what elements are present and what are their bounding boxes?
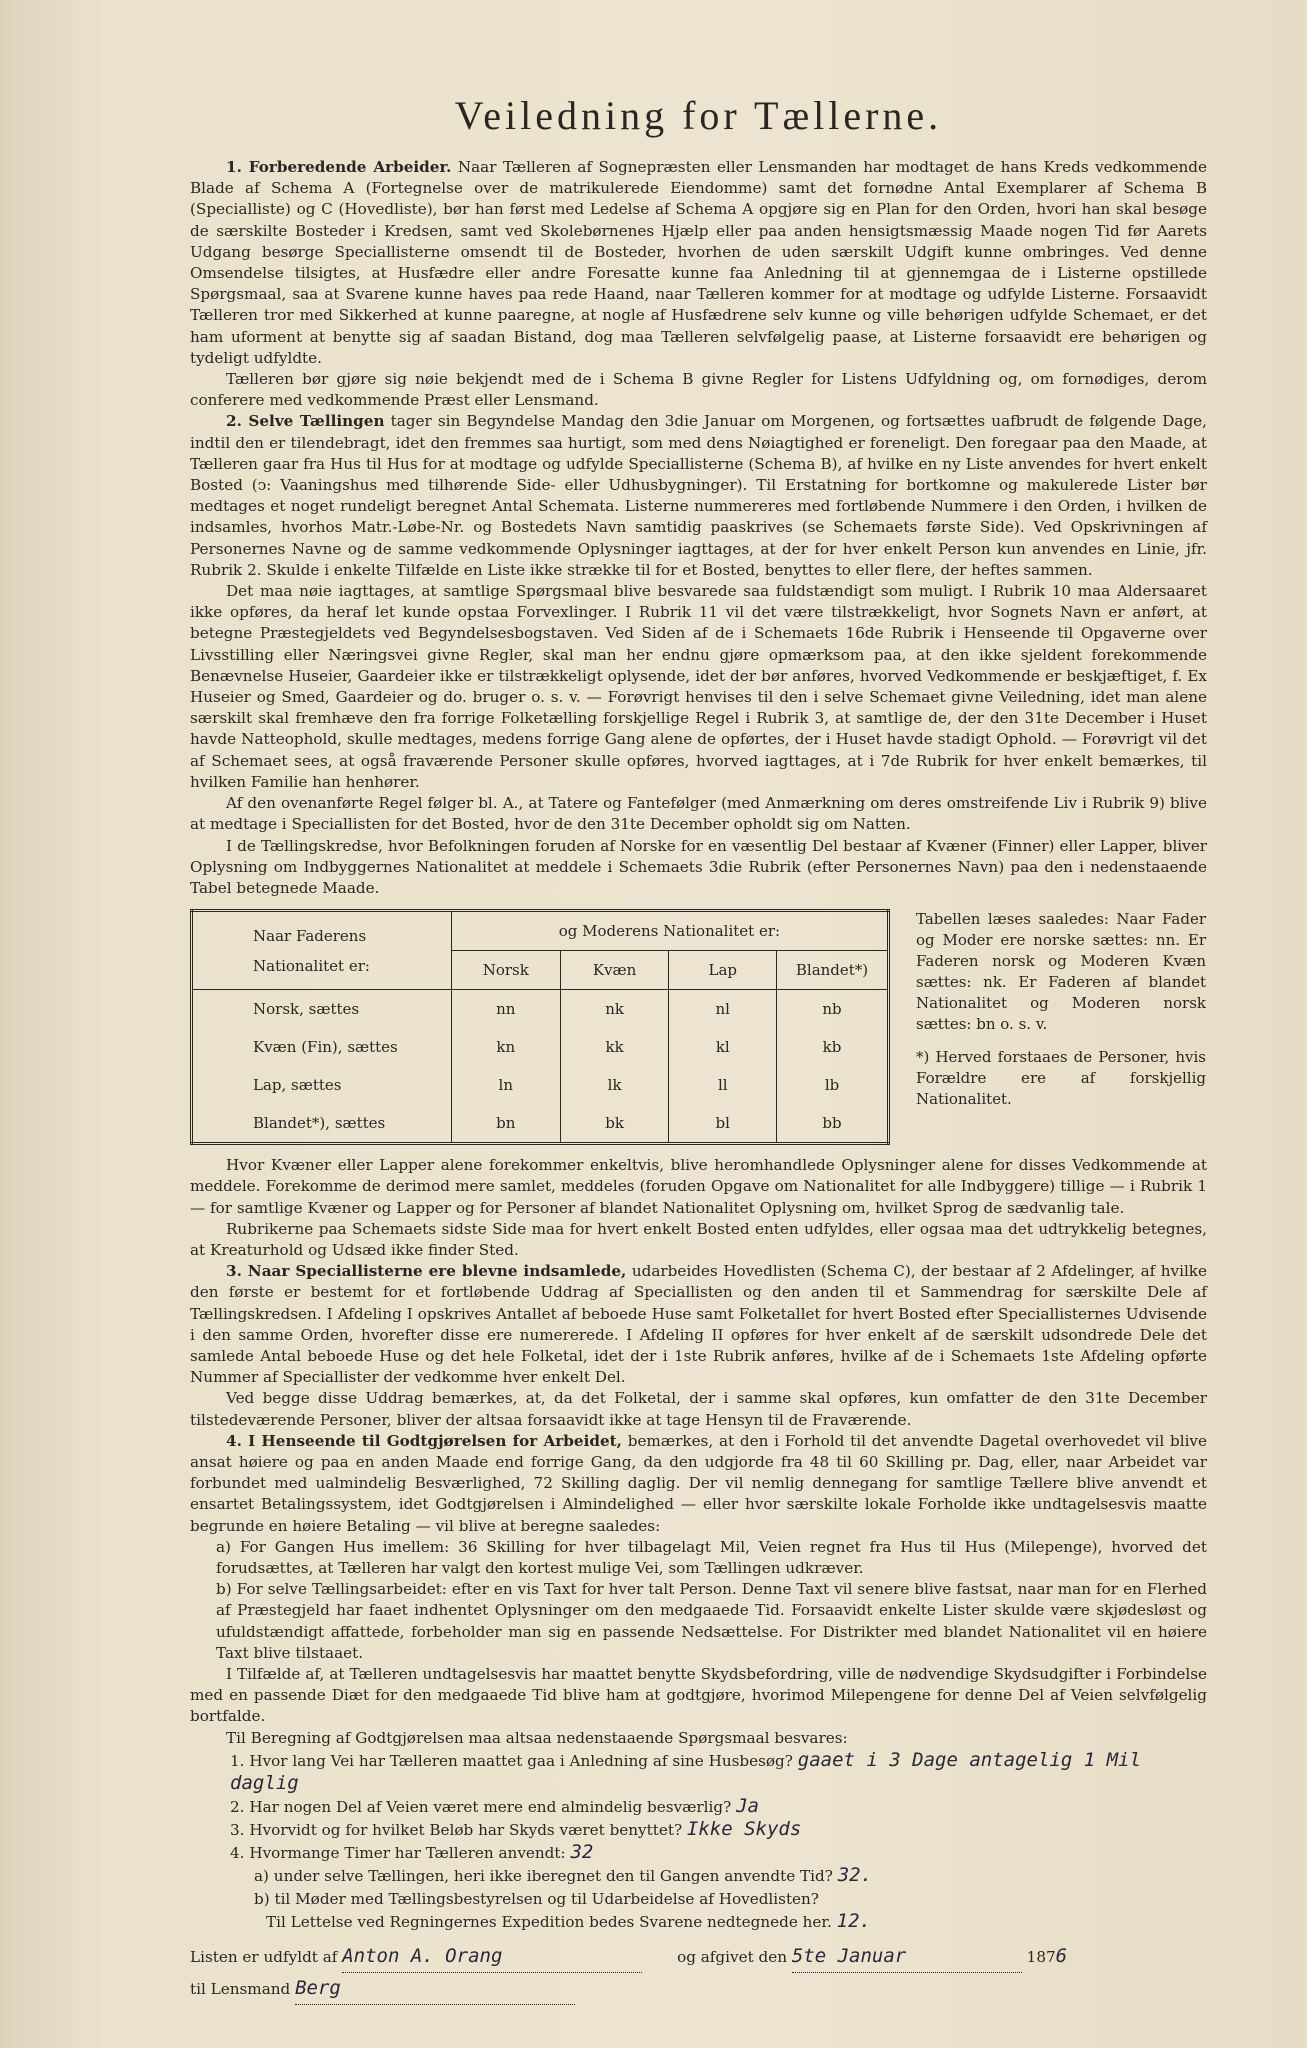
table-cell: ln bbox=[451, 1066, 560, 1104]
table-row bbox=[192, 1066, 889, 1104]
table-cell: kn bbox=[451, 1028, 560, 1066]
table-row-label: Blandet*), sættes bbox=[253, 1114, 386, 1133]
section-3-p2: Ved begge disse Uddrag bemærkes, at, da det Folketal, der i samme skal opføres, kun omfatter de den 31te December tilstedeværende Personer, bliver der altsaa forsaavidt ikke at tage Hensyn til de Fraværende. bbox=[190, 1389, 1207, 1429]
table-row-label: Norsk, sættes bbox=[253, 1000, 360, 1019]
table-row bbox=[192, 1104, 889, 1144]
table-note-footnote: *) Herved forstaaes de Personer, hvis Forældre ere af forskjellig Nationalitet. bbox=[916, 1048, 1206, 1109]
nationality-table-block bbox=[190, 909, 1207, 1145]
section-2-p2: Det maa nøie iagttages, at samtlige Spørgsmaal blive besvarede saa fuldstændigt som muligt. I Rubrik 10 maa Aldersaaret ikke opføres, da heraf let kunde opstaa Forvexlinger. I Rubrik 11 vil det være tilstrækkeligt, hvor Sognets Navn er anført, at betegne Præstegjeldets ved Begyndelsesbogstaven. Ved Siden af de i Schemaets 16de Rubrik i Henseende til Opgaverne over Livsstilling eller Næringsvei givne Regler, skal man her endnu gjøre opmærksom paa, at den ikke sjeldent forekommende Benævnelse Huseier, Gaardeier ikke er tilstrækkeligt oplysende, idet der bør anføres, hvorved Vedkommende er beskjæftiget, f. Ex Huseier og Smed, Gaardeier og do. bruger o. s. v. — Forøvrigt henvises til den i selve Schemaet givne Veiledning, idet man alene særskilt skal fremhæve den fra forrige Folketælling forskjellige Regel i Rubrik 3, at samtlige de, der den 31te December i Huset havde Natteophold, skulle medtages, medens forrige Gang alene de opførtes, der i Huset havde stadigt Ophold. — Forøvrigt vil det af Schemaet sees, at også fraværende Personer skulle opføres, hvorved iagttages, at i 7de Rubrik for hver enkelt bemærkes, til hvilken Familie han henhører. bbox=[190, 582, 1207, 791]
table-cell: nb bbox=[777, 990, 889, 1029]
table-col-header: Lap bbox=[669, 951, 777, 990]
signature-line: Listen er udfyldt af Anton A. Orang og afgivet den 5te Januar 1876 bbox=[190, 1941, 1207, 1973]
section-2-p1: 2. Selve Tællingen tager sin Begyndelse Mandag den 3die Januar om Morgenen, og fortsættes uafbrudt de følgende Dage, indtil den er tilendebragt, idet den fremmes saa hurtigt, som med dens Nøiagtighed er foreneligt. Den foregaar paa den Maade, at Tælleren gaar fra Hus til Hus for at modtage og udfylde Speciallisterne (Schema B), af hvilke en ny Liste anvendes for hvert enkelt Bosted (ↄ: Vaaningshus med tilhørende Side- eller Udhusbygninger). Til Erstatning for bortkomne og makulerede Lister bør medtages et noget rundeligt beregnet Antal Schemata. Listerne nummereres med fortløbende Nummere i den Orden, i hvilken de indsamles, hvorhos Matr.-Løbe-Nr. og Bostedets Navn samtidig paaskrives (se Schemaets første Side). Ved Opskrivningen af Personernes Navne og de samme vedkommende Oplysninger iagttages, at der for hver enkelt Person kun anvendes en Linie, jfr. Rubrik 2. Skulde i enkelte Tilfælde en Liste ikke strække til for et Bosted, benyttes to eller flere, der heftes sammen. bbox=[190, 412, 1207, 579]
section-4-item-b: b) For selve Tællingsarbeidet: efter en vis Taxt for hver talt Person. Denne Taxt vil senere blive fastsat, naar man for en Flerhed af Præstegjeld har faaet indhentet Oplysninger om den medgaaede Tid. Forsaavidt enkelte Lister skulde være skjødesløst og ufuldstændigt affattede, forbeholder man sig en passende Nedsættelse. For Distrikter med blandet Nationalitet vil en høiere Taxt blive tilstaaet. bbox=[216, 1580, 1207, 1662]
table-note bbox=[916, 909, 1206, 1122]
section-1-p1: 1. Forberedende Arbeider. Naar Tælleren af Sognepræsten eller Lensmanden har modtaget de hans Kreds vedkommende Blade af Schema A (Fortegnelse over de matrikulerede Eiendomme) samt det fornødne Antal Exemplarer af Schema B (Specialliste) og C (Hovedliste), bør han først med Ledelse af Schema A opgjøre sig en Plan for den Orden, hvori han skal besøge de særskilte Bosteder i Kredsen, samt ved Skolebørnenes Hjælp eller paa anden hensigtsmæssig Maade nogen Tid før Aarets Udgang besørge Speciallisterne omsendt til de Bosteder, hvorhen de uden særskilt Udgift kunne ombringes. Ved denne Omsendelse tilsigtes, at Husfædre eller andre Foresatte kunne faa Anledning til at gjennemgaa de i Listerne opstillede Spørgsmaal, saa at Svarene kunne haves paa rede Haand, naar Tælleren kommer for at modtage og udfylde Listerne. Forsaavidt Tælleren tror med Sikkerhed at kunne paaregne, at nogle af Husfædrene selv kunne og ville behørigen udfylde Schemaet, er det ham uforment at benytte sig af saadan Bistand, dog maa Tælleren selvfølgelig paase, at Listerne forsaavidt ere behørigen og tydeligt udfyldte. bbox=[190, 158, 1207, 367]
signature-name: Anton A. Orang bbox=[342, 1944, 503, 1967]
table-corner-header: Naar Faderens Nationalitet er: bbox=[192, 911, 452, 990]
table-cell: ll bbox=[669, 1066, 777, 1104]
table-col-header: Kvæn bbox=[560, 951, 669, 990]
table-cell: kl bbox=[669, 1028, 777, 1066]
table-row bbox=[192, 990, 889, 1029]
questions-list bbox=[190, 1749, 1207, 1933]
handwritten-answer: Ikke Skyds bbox=[686, 1817, 802, 1840]
table-col-header: Blandet*) bbox=[777, 951, 889, 990]
table-cell: kk bbox=[560, 1028, 669, 1066]
signature-year: 6 bbox=[1055, 1944, 1068, 1967]
table-cell: lk bbox=[560, 1066, 669, 1104]
question-item: 3. Hvorvidt og for hvilket Beløb har Skyds været benyttet? Ikke Skyds bbox=[230, 1817, 802, 1840]
table-cell: kb bbox=[777, 1028, 889, 1066]
question-item: 2. Har nogen Del af Veien været mere end almindelig besværlig? Ja bbox=[230, 1794, 759, 1817]
handwritten-answer: 32. bbox=[837, 1863, 873, 1886]
section-4-p3: Til Beregning af Godtgjørelsen maa altsaa nedenstaaende Spørgsmaal besvares: bbox=[226, 1728, 848, 1747]
table-mother-header: og Moderens Nationalitet er: bbox=[451, 911, 888, 951]
handwritten-answer: gaaet i 3 Dage antagelig 1 Mil daglig bbox=[230, 1748, 1141, 1794]
table-col-header: Norsk bbox=[451, 951, 560, 990]
handwritten-answer: 32 bbox=[570, 1840, 594, 1863]
section-1-heading: 1. Forberedende Arbeider. bbox=[226, 158, 452, 176]
table-cell: bl bbox=[669, 1104, 777, 1144]
question-item: Til Lettelse ved Regningernes Expedition bedes Svarene nedtegnede her. 12. bbox=[266, 1909, 871, 1932]
question-item: 4. Hvormange Timer har Tælleren anvendt: 32 bbox=[230, 1840, 594, 1863]
section-2-p3: Af den ovenanførte Regel følger bl. A., at Tatere og Fantefølger (med Anmærkning om deres omstreifende Liv i Rubrik 9) blive at medtage i Speciallisten for det Bosted, hvor de den 31te December opholdt sig om Natten. bbox=[190, 794, 1207, 834]
question-item: b) til Møder med Tællingsbestyrelsen og til Udarbeidelse af Hovedlisten? bbox=[254, 1889, 819, 1908]
handwritten-answer: Ja bbox=[736, 1794, 759, 1817]
table-cell: bk bbox=[560, 1104, 669, 1144]
section-4-item-a: a) For Gangen Hus imellem: 36 Skilling for hver tilbagelagt Mil, Veien regnet fra Hus til Hus (Milepenge), hvorved det forudsættes, at Tælleren har valgt den kortest mulige Vei, som Tællingen udkræver. bbox=[216, 1537, 1207, 1577]
table-row bbox=[192, 1028, 889, 1066]
after-table-p1: Hvor Kvæner eller Lapper alene forekommer enkeltvis, blive heromhandlede Oplysninger alene for disses Vedkommende at meddele. Forekomme de derimod mere samlet, meddeles (foruden Opgave om Nationalitet for alle Indbyggere) tillige — i Rubrik 1 — for samtlige Kvæner og Lapper og for Personer af blandet Nationalitet Oplysning om, hvilket Sprog de sædvanlig tale. bbox=[190, 1156, 1207, 1217]
section-2-p4: I de Tællingskredse, hvor Befolkningen foruden af Norske for en væsentlig Del bestaar af Kvæner (Finner) eller Lapper, bliver Oplysning om Indbyggernes Nationalitet at meddele i Schemaets 3die Rubrik (efter Personernes Navn) paa den i nedenstaaende Tabel betegnede Maade. bbox=[190, 836, 1207, 897]
signature-date: 5te Januar bbox=[791, 1944, 907, 1967]
section-1-p2: Tælleren bør gjøre sig nøie bekjendt med de i Schema B givne Regler for Listens Udfyldning og, om fornødiges, derom conferere med vedkommende Præst eller Lensmand. bbox=[190, 370, 1207, 410]
section-4-p2: I Tilfælde af, at Tælleren undtagelsesvis har maattet benytte Skydsbefordring, ville de nødvendige Skydsudgifter i Forbindelse med en passende Diæt for den medgaaede Tid blive ham at godtgjøre, hvorimod Milepengene for denne Del af Veien selvfølgelig bortfalde. bbox=[190, 1664, 1207, 1726]
table-note-reading: Tabellen læses saaledes: Naar Fader og Moder ere norske sættes: nn. Er Faderen norsk og Moderen Kvæn sættes: nk. Er Faderen af blandet Nationalitet og Moderen norsk sættes: bn o. s. v. bbox=[916, 910, 1206, 1034]
after-table-p2: Rubrikerne paa Schemaets sidste Side maa for hvert enkelt Bosted enten udfyldes, eller ogsaa maa det udtrykkelig betegnes, at Kreaturhold og Udsæd ikke finder Sted. bbox=[190, 1219, 1207, 1259]
table-cell: lb bbox=[777, 1066, 889, 1104]
table-cell: bn bbox=[451, 1104, 560, 1144]
handwritten-answer: 12. bbox=[836, 1909, 871, 1932]
nationality-table bbox=[190, 909, 890, 1145]
section-4-heading: 4. I Henseende til Godtgjørelsen for Arbeidet, bbox=[226, 1431, 622, 1450]
question-item: a) under selve Tællingen, heri ikke iberegnet den til Gangen anvendte Tid? 32. bbox=[254, 1863, 873, 1886]
table-row-label: Kvæn (Fin), sættes bbox=[253, 1038, 398, 1057]
section-2-heading: 2. Selve Tællingen bbox=[226, 412, 385, 431]
question-item: 1. Hvor lang Vei har Tælleren maattet gaa i Anledning af sine Husbesøg? gaaet i 3 Dage antagelig 1 Mil daglig bbox=[230, 1748, 1141, 1794]
section-3-heading: 3. Naar Speciallisterne ere blevne indsamlede, bbox=[226, 1262, 627, 1281]
table-cell: bb bbox=[777, 1104, 889, 1144]
section-4-p1: 4. I Henseende til Godtgjørelsen for Arbeidet, bemærkes, at den i Forhold til det anvendte Dagetal overhovedet vil blive ansat høiere og paa en anden Maade end forrige Gang, da den udgjorde fra 48 til 60 Skilling pr. Dag, eller, naar Arbeidet var forbundet med ualmindelig Besværlighed, 72 Skilling daglig. Der vil nemlig dennegang for samtlige Tællere blive anvendt et ensartet Betalingssystem, idet Godtgjørelsen i Almindelighed — eller hvor særskilte lokale Forholde ikke undtagelsesvis maatte begrunde en høiere Betaling — vil blive at beregne saaledes: bbox=[190, 1431, 1207, 1535]
section-3-p1: 3. Naar Speciallisterne ere blevne indsamlede, udarbeides Hovedlisten (Schema C), der bestaar af 2 Afdelinger, af hvilke den første er bestemt for et fortløbende Uddrag af Speciallisten og den anden til et Sammendrag for særskilte Dele af Tællingskredsen. I Afdeling I opskrives Antallet af beboede Huse samt Folketallet for hvert Bosted efter Speciallisternes Udvisende i den samme Orden, hvorefter disse ere numererede. I Afdeling II opføres for hver enkelt af de særskilt udsondrede Dele det samlede Antal beboede Huse og det hele Folketal, idet der i 1ste Rubrik anføres, hvilke af de i Schemaets 1ste Afdeling opførte Nummer af Speciallister der vedkomme hver enkelt Del. bbox=[190, 1262, 1208, 1387]
table-row-label: Lap, sættes bbox=[253, 1076, 342, 1095]
lensmand-line: til Lensmand Berg bbox=[190, 1973, 1207, 2005]
table-cell: nl bbox=[669, 990, 777, 1029]
table-cell: nn bbox=[451, 990, 560, 1029]
page-title: Veiledning for Tællerne. bbox=[454, 93, 943, 138]
table-cell: nk bbox=[560, 990, 669, 1029]
lensmand-name: Berg bbox=[295, 1976, 341, 1999]
